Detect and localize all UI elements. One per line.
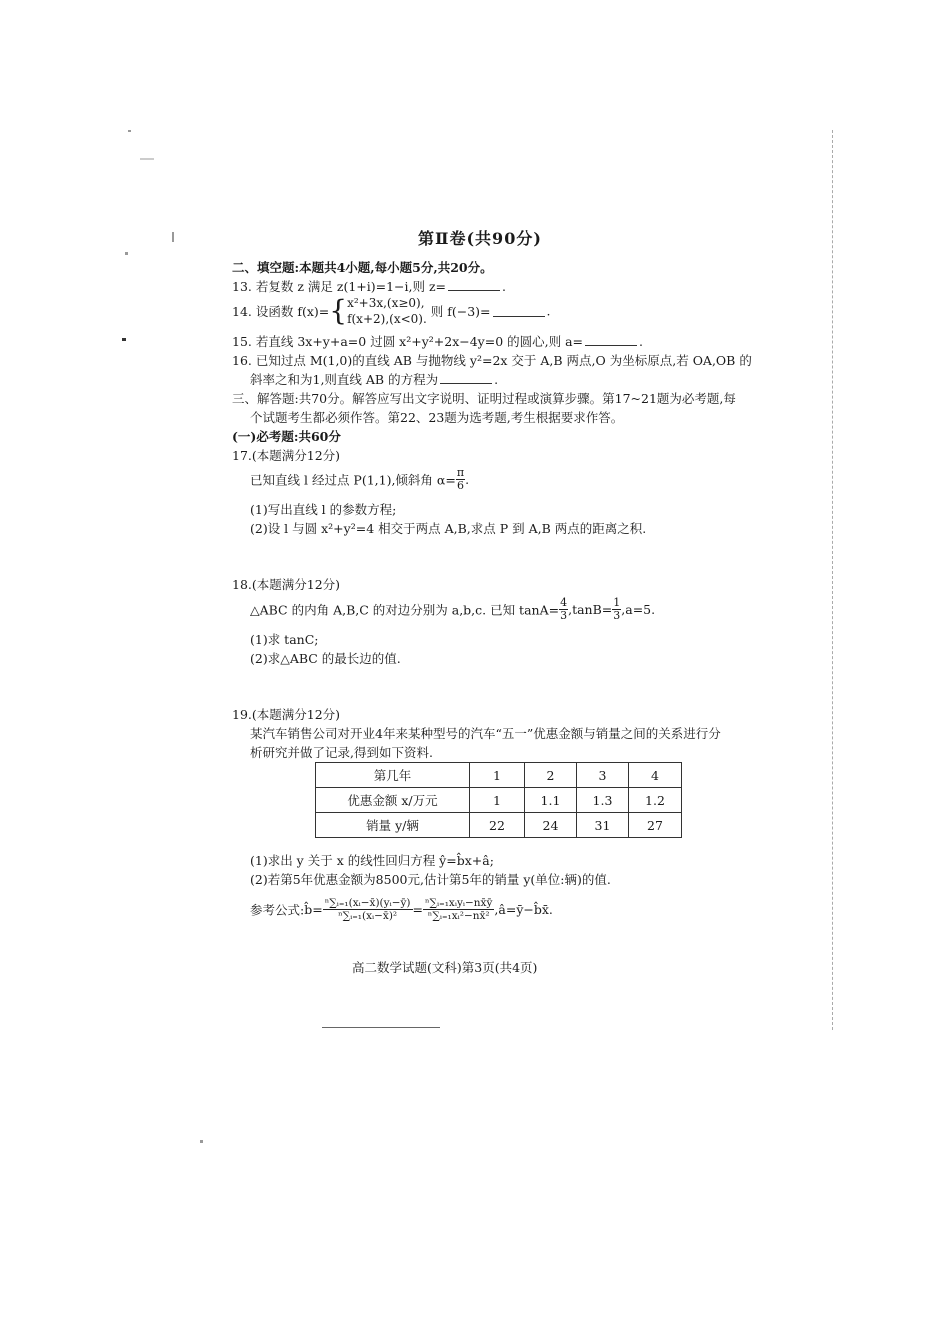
question-13-end: .	[502, 279, 507, 294]
reference-formula	[250, 897, 553, 922]
answer-blank	[440, 372, 492, 384]
fraction-numerator: π	[456, 466, 465, 479]
formula-denominator: ⁿ∑ᵢ₌₁xᵢ²−nx̄²	[427, 910, 490, 922]
question-19-line-1: 某汽车销售公司对开业4年来某种型号的汽车“五一”优惠金额与销量之间的关系进行分	[250, 726, 721, 741]
formula-numerator: ⁿ∑ᵢ₌₁xᵢyᵢ−nx̄ȳ	[425, 897, 493, 909]
question-18-stem-text: △ABC 的内角 A,B,C 的对边分别为 a,b,c. 已知 tanA=	[250, 602, 560, 618]
question-18-stem-end: ,a=5.	[621, 602, 656, 617]
question-17-part-2: (2)设 l 与圆 x²+y²=4 相交于两点 A,B,求点 P 到 A,B 两点的距离之积.	[250, 521, 647, 536]
scan-speck	[172, 232, 174, 242]
fraction	[559, 597, 568, 622]
fraction-denominator: 3	[560, 609, 568, 622]
question-16-line-2	[250, 370, 498, 388]
table-row	[316, 763, 682, 788]
solve-header-line-1	[232, 389, 736, 407]
table-row	[316, 788, 682, 813]
fraction-numerator: 4	[560, 596, 568, 609]
formula-fraction-2	[423, 897, 494, 922]
question-16-end: .	[494, 372, 499, 387]
answer-blank	[493, 305, 545, 317]
question-15-end: .	[639, 334, 643, 349]
table-cell: 销量 y/辆	[316, 813, 470, 838]
question-18-stem	[250, 597, 655, 622]
scan-speck	[128, 130, 131, 132]
question-14-suffix: 则 f(−3)=	[430, 304, 491, 319]
table-cell: 24	[525, 813, 577, 838]
question-15	[232, 332, 643, 350]
table-cell: 优惠金额 x/万元	[316, 788, 470, 813]
scan-edge-line	[832, 130, 833, 1030]
question-18-part-2: (2)求△ABC 的最长边的值.	[250, 651, 401, 666]
table-cell: 1.2	[629, 788, 682, 813]
scan-speck	[122, 338, 126, 341]
scan-speck	[125, 252, 128, 255]
question-14	[232, 295, 551, 327]
fill-in-header: 二、填空题:本题共4小题,每小题5分,共20分。	[232, 260, 493, 275]
question-14-end: .	[546, 303, 551, 319]
required-header: (一)必考题:共60分	[232, 429, 341, 444]
question-17-stem-text: 已知直线 l 经过点 P(1,1),倾斜角 α=	[250, 472, 456, 488]
table-cell: 1	[470, 763, 525, 788]
scan-speck	[200, 1140, 203, 1143]
question-19-part-1: (1)求出 y 关于 x 的线性回归方程 ŷ=b̂x+â;	[250, 853, 494, 868]
b-hat-label: b̂=	[304, 902, 323, 917]
answer-blank	[448, 279, 500, 291]
formula-numerator: ⁿ∑ᵢ₌₁(xᵢ−x̄)(yᵢ−ȳ)	[324, 897, 411, 909]
table-cell: 22	[470, 813, 525, 838]
question-19-line-2: 析研究并做了记录,得到如下资料.	[250, 745, 433, 760]
question-17-stem-end: .	[465, 472, 470, 487]
fraction-denominator: 6	[456, 479, 464, 492]
fraction-denominator: 3	[613, 609, 621, 622]
table-cell: 4	[629, 763, 682, 788]
table-cell: 2	[525, 763, 577, 788]
scan-underline	[322, 1027, 440, 1028]
question-19-head: 19.(本题满分12分)	[232, 707, 341, 722]
formula-label: 参考公式:	[250, 902, 305, 918]
question-16-line-1: 16. 已知过点 M(1,0)的直线 AB 与抛物线 y²=2x 交于 A,B 两点,O 为坐标原点,若 OA,OB 的	[232, 353, 752, 368]
answer-blank	[585, 334, 637, 346]
solve-header-line-2: 个试题考生都必须作答。第22、23题为选考题,考生根据要求作答。	[250, 410, 624, 425]
question-17-stem	[250, 467, 469, 492]
question-18-stem-mid: ,tanB=	[568, 602, 613, 617]
a-hat-formula: ,â=ȳ−b̂x̄.	[494, 902, 553, 917]
question-18-part-1: (1)求 tanC;	[250, 632, 319, 647]
question-13-text: 13. 若复数 z 满足 z(1+i)=1−i,则 z=	[232, 279, 447, 294]
piecewise-case-1: x²+3x,(x≥0),	[347, 296, 425, 310]
equals-sign: =	[412, 902, 424, 917]
table-cell: 27	[629, 813, 682, 838]
piecewise-function	[347, 295, 427, 327]
solve-header-text: 三、解答题:共70分。解答应写出文字说明、证明过程或演算步骤。第17~21题为必考题,每	[232, 391, 736, 406]
question-17-part-1: (1)写出直线 l 的参数方程;	[250, 502, 397, 517]
fraction-numerator: 1	[613, 596, 621, 609]
section-title: 第Ⅱ卷(共90分)	[418, 229, 542, 248]
fraction	[456, 467, 465, 492]
formula-fraction-1	[323, 897, 413, 922]
question-16-line-2-text: 斜率之和为1,则直线 AB 的方程为	[250, 372, 439, 387]
page-footer: 高二数学试题(文科)第3页(共4页)	[352, 960, 538, 975]
fraction	[612, 597, 621, 622]
question-15-text: 15. 若直线 3x+y+a=0 过圆 x²+y²+2x−4y=0 的圆心,则 a=	[232, 334, 584, 349]
table-cell: 1.1	[525, 788, 577, 813]
table-cell: 1.3	[577, 788, 629, 813]
question-18-head: 18.(本题满分12分)	[232, 577, 341, 592]
brace-symbol: {	[329, 294, 348, 327]
piecewise-case-2: f(x+2),(x<0).	[347, 312, 427, 326]
table-row	[316, 813, 682, 838]
question-19-part-2: (2)若第5年优惠金额为8500元,估计第5年的销量 y(单位:辆)的值.	[250, 872, 611, 887]
formula-denominator: ⁿ∑ᵢ₌₁(xᵢ−x̄)²	[338, 910, 398, 922]
scan-speck	[140, 158, 154, 160]
question-17-head: 17.(本题满分12分)	[232, 448, 341, 463]
table-cell: 1	[470, 788, 525, 813]
table-cell: 3	[577, 763, 629, 788]
question-14-prefix: 14. 设函数 f(x)=	[232, 304, 330, 319]
table-cell: 31	[577, 813, 629, 838]
question-13	[232, 277, 506, 295]
data-table	[315, 762, 682, 838]
table-cell: 第几年	[316, 763, 470, 788]
